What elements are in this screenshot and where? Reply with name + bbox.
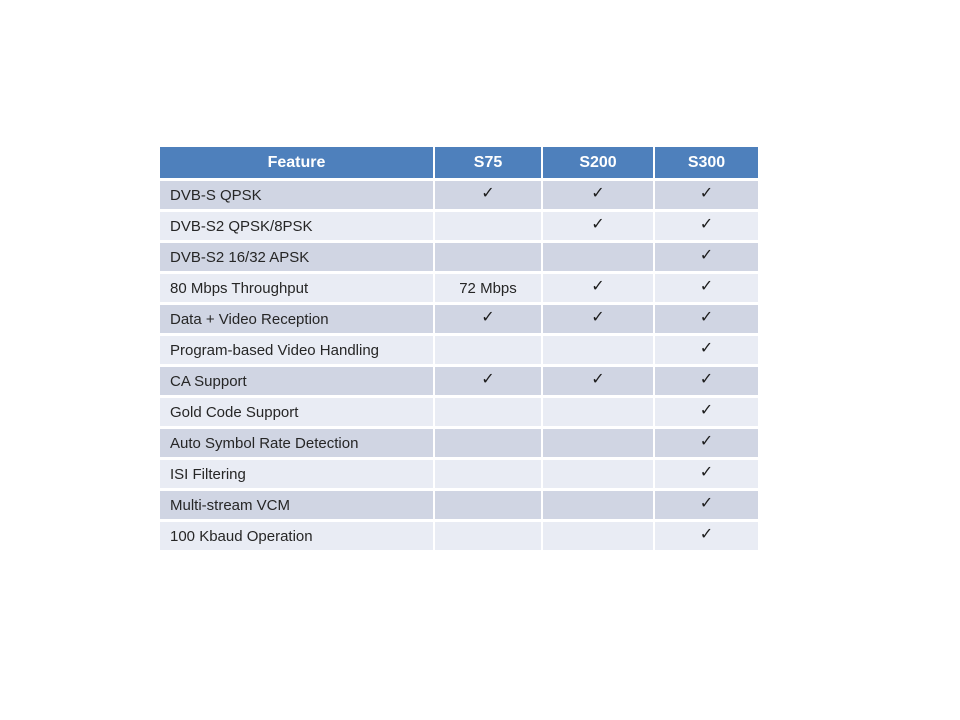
check-icon: ✓ — [591, 278, 605, 295]
value-cell — [543, 398, 653, 426]
feature-cell: DVB-S2 QPSK/8PSK — [160, 212, 433, 240]
feature-cell: 80 Mbps Throughput — [160, 274, 433, 302]
table-row — [160, 398, 758, 426]
table-row — [160, 429, 758, 457]
check-icon: ✓ — [591, 216, 605, 233]
value-cell — [543, 274, 653, 302]
value-cell — [543, 522, 653, 550]
column-header-s75: S75 — [435, 147, 541, 178]
value-cell — [435, 336, 541, 364]
check-icon: ✓ — [699, 185, 714, 202]
value-cell — [435, 367, 541, 395]
check-icon: ✓ — [699, 278, 714, 295]
feature-cell: Data + Video Reception — [160, 305, 433, 333]
check-icon: ✓ — [699, 309, 714, 326]
value-cell — [543, 181, 653, 209]
feature-cell: 100 Kbaud Operation — [160, 522, 433, 550]
check-icon: ✓ — [481, 185, 495, 202]
value-cell — [435, 212, 541, 240]
value-cell — [655, 305, 758, 333]
check-icon: ✓ — [481, 371, 495, 388]
value-cell — [435, 181, 541, 209]
value-cell — [655, 522, 758, 550]
value-cell — [543, 243, 653, 271]
feature-cell: ISI Filtering — [160, 460, 433, 488]
table-row — [160, 305, 758, 333]
table-row — [160, 522, 758, 550]
feature-cell: Multi-stream VCM — [160, 491, 433, 519]
check-icon: ✓ — [591, 371, 605, 388]
value-cell — [543, 367, 653, 395]
check-icon: ✓ — [699, 464, 714, 481]
feature-cell: Gold Code Support — [160, 398, 433, 426]
table-header-row — [160, 147, 758, 178]
value-cell — [435, 305, 541, 333]
check-icon: ✓ — [699, 495, 714, 512]
feature-cell: Auto Symbol Rate Detection — [160, 429, 433, 457]
value-cell — [655, 243, 758, 271]
check-icon: ✓ — [699, 247, 714, 264]
check-icon: ✓ — [591, 185, 605, 202]
table-row — [160, 336, 758, 364]
value-cell — [543, 212, 653, 240]
value-cell — [543, 429, 653, 457]
feature-cell: Program-based Video Handling — [160, 336, 433, 364]
check-icon: ✓ — [699, 340, 714, 357]
table-row — [160, 491, 758, 519]
table-row — [160, 181, 758, 209]
value-cell — [543, 305, 653, 333]
value-cell — [435, 243, 541, 271]
value-cell — [655, 398, 758, 426]
value-cell — [543, 491, 653, 519]
value-cell — [435, 460, 541, 488]
check-icon: ✓ — [591, 309, 605, 326]
check-icon: ✓ — [481, 309, 495, 326]
table-row — [160, 212, 758, 240]
value-cell — [655, 274, 758, 302]
feature-comparison-table — [160, 147, 758, 550]
table-row — [160, 460, 758, 488]
check-icon: ✓ — [699, 371, 714, 388]
value-cell — [435, 398, 541, 426]
check-icon: ✓ — [699, 526, 714, 543]
value-cell — [543, 336, 653, 364]
value-cell — [655, 336, 758, 364]
feature-cell: DVB-S QPSK — [160, 181, 433, 209]
value-cell — [655, 212, 758, 240]
feature-cell: DVB-S2 16/32 APSK — [160, 243, 433, 271]
value-cell — [655, 429, 758, 457]
check-icon: ✓ — [699, 216, 714, 233]
value-cell — [435, 491, 541, 519]
column-header-s300: S300 — [655, 147, 758, 178]
table-row — [160, 274, 758, 302]
check-icon: ✓ — [699, 402, 714, 419]
table-row — [160, 367, 758, 395]
check-icon: ✓ — [699, 433, 714, 450]
value-cell — [435, 429, 541, 457]
column-header-s200: S200 — [543, 147, 653, 178]
value-cell — [655, 491, 758, 519]
value-cell — [655, 367, 758, 395]
value-cell — [435, 522, 541, 550]
value-cell — [655, 460, 758, 488]
table-row — [160, 243, 758, 271]
feature-cell: CA Support — [160, 367, 433, 395]
value-cell: 72 Mbps — [435, 274, 541, 302]
column-header-feature: Feature — [160, 147, 433, 178]
value-cell — [543, 460, 653, 488]
value-cell — [655, 181, 758, 209]
